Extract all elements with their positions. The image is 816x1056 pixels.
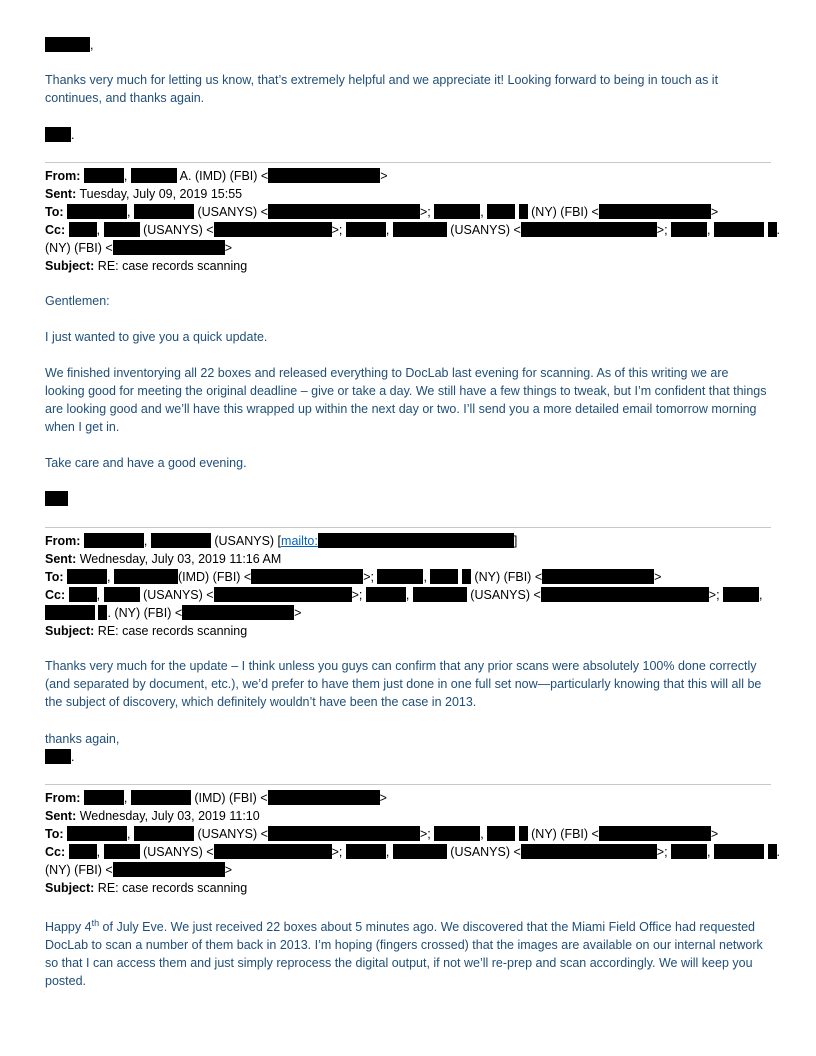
redaction-block	[151, 533, 211, 548]
punctuation: ,	[143, 534, 148, 548]
header-cc-cont	[45, 239, 232, 257]
punctuation: ,	[107, 570, 111, 584]
redaction-block	[84, 168, 124, 183]
body-paragraph: I just wanted to give you a quick update.	[45, 330, 268, 344]
from-label: From:	[45, 791, 81, 805]
redaction-block	[251, 569, 363, 584]
cc-text: (USANYS) <	[446, 223, 521, 237]
punctuation: >	[710, 205, 719, 219]
header-divider	[45, 784, 771, 785]
punctuation: >	[224, 241, 233, 255]
cc-label: Cc:	[45, 588, 66, 602]
redaction-block	[723, 587, 759, 602]
cc-text: (USANYS) <	[446, 845, 521, 859]
punctuation: ,	[707, 223, 711, 237]
redaction-block	[393, 844, 447, 859]
signature-line	[45, 490, 68, 508]
redaction-block	[69, 222, 97, 237]
from-text: (USANYS) [	[210, 534, 282, 548]
redaction-block	[346, 844, 386, 859]
redaction-block	[346, 222, 386, 237]
to-text: (NY) (FBI) <	[470, 570, 543, 584]
header-subject	[45, 879, 247, 897]
redaction-block	[413, 587, 467, 602]
header-subject	[45, 622, 247, 640]
redaction-block	[434, 204, 480, 219]
subject-label: Subject:	[45, 259, 95, 273]
punctuation: >	[379, 791, 387, 805]
subject-value: RE: case records scanning	[94, 624, 248, 638]
cc-text: (USANYS) <	[466, 588, 541, 602]
to-text: (USANYS) <	[193, 205, 268, 219]
punctuation: ,	[123, 791, 128, 805]
header-divider	[45, 527, 771, 528]
punctuation: ,	[127, 827, 131, 841]
body-text: Happy 4	[45, 920, 92, 934]
greeting: Gentlemen:	[45, 294, 110, 308]
punctuation: >	[380, 169, 388, 183]
redaction-block	[45, 37, 90, 52]
to-text: (NY) (FBI) <	[527, 205, 599, 219]
to-label: To:	[45, 205, 64, 219]
header-to	[45, 568, 661, 586]
punctuation: >;	[419, 205, 435, 219]
redaction-block	[182, 605, 294, 620]
redaction-block	[113, 240, 225, 255]
signature-line	[45, 126, 74, 144]
punctuation: ,	[480, 827, 484, 841]
from-text: (IMD) (FBI) <	[190, 791, 268, 805]
punctuation: >;	[363, 570, 378, 584]
punctuation: >;	[656, 845, 672, 859]
redaction-block	[134, 204, 194, 219]
punctuation: .	[776, 223, 780, 237]
superscript: th	[91, 917, 100, 928]
redaction-block	[131, 790, 191, 805]
punctuation: ,	[96, 223, 101, 237]
redaction-block	[714, 222, 764, 237]
redaction-block	[268, 790, 380, 805]
redaction-block	[134, 826, 194, 841]
cc-text: (USANYS) <	[139, 223, 214, 237]
header-sent	[45, 550, 281, 568]
redaction-block	[113, 862, 225, 877]
redaction-block	[671, 222, 707, 237]
redaction-block	[487, 826, 515, 841]
redaction-block	[318, 533, 514, 548]
mailto-link[interactable]: mailto:	[281, 534, 318, 548]
punctuation: >;	[331, 223, 346, 237]
punctuation: >;	[708, 588, 724, 602]
punctuation: >;	[656, 223, 672, 237]
subject-value: RE: case records scanning	[94, 259, 248, 273]
punctuation: ,	[127, 205, 131, 219]
punctuation: >	[224, 863, 233, 877]
header-cc-cont	[45, 604, 301, 622]
redaction-block	[521, 222, 657, 237]
cc-text: (USANYS) <	[139, 588, 214, 602]
punctuation: >;	[331, 845, 346, 859]
from-text: A. (IMD) (FBI) <	[176, 169, 269, 183]
redaction-block	[487, 204, 515, 219]
to-label: To:	[45, 827, 64, 841]
sent-label: Sent:	[45, 552, 77, 566]
punctuation: ,	[759, 588, 763, 602]
cc-text: (USANYS) <	[139, 845, 214, 859]
redaction-block	[462, 569, 471, 584]
header-cc	[45, 586, 763, 604]
punctuation: ,	[405, 588, 410, 602]
reply-body: Thanks very much for letting us know, that’s extremely helpful and we appreciate it! Looking forward to being in touch as it continues, and thanks again.	[45, 73, 719, 105]
punctuation: .	[71, 128, 75, 142]
header-subject	[45, 257, 247, 275]
redaction-block	[45, 127, 71, 142]
cc-text: . (NY) (FBI) <	[107, 606, 183, 620]
redaction-block	[67, 569, 107, 584]
body-text: of July Eve. We just received 22 boxes about 5 minutes ago. We discovered that the Miami Field Office had requested DocLab to scan a number of them back in 2013. I’m hoping (fingers crossed) that the images are available on our internal network so that I can access them and just simply reprocess the digital output, if not we’ll re-prep and scan accordingly. We will keep you posted.	[45, 920, 763, 988]
signoff: thanks again,	[45, 732, 120, 746]
redaction-block	[104, 222, 140, 237]
punctuation: ,	[123, 169, 128, 183]
punctuation: >	[710, 827, 719, 841]
redaction-block	[519, 204, 528, 219]
header-to	[45, 825, 718, 843]
to-text: (NY) (FBI) <	[527, 827, 599, 841]
redaction-block	[131, 168, 177, 183]
redaction-block	[214, 844, 332, 859]
redaction-block	[214, 587, 352, 602]
subject-label: Subject:	[45, 624, 95, 638]
header-to	[45, 203, 718, 221]
punctuation: ,	[480, 205, 484, 219]
punctuation: ,	[96, 845, 101, 859]
cc-text: (NY) (FBI) <	[45, 863, 113, 877]
redaction-block	[521, 844, 657, 859]
redaction-block	[366, 587, 406, 602]
redaction-block	[434, 826, 480, 841]
to-label: To:	[45, 570, 64, 584]
punctuation: ,	[385, 845, 390, 859]
punctuation: >;	[419, 827, 435, 841]
punctuation: ,	[96, 588, 101, 602]
redaction-block	[114, 569, 178, 584]
header-cc	[45, 843, 780, 861]
punctuation: .	[776, 845, 780, 859]
header-sent	[45, 807, 260, 825]
redaction-block	[268, 168, 380, 183]
punctuation: >	[654, 570, 662, 584]
body-paragraph: We finished inventorying all 22 boxes and released everything to DocLab last evening for scanning. As of this writing we are looking good for meeting the original deadline – give or take a day. We still have a few things to tweak, but I’m confident that things are looking good and we’ll have this wrapped up within the next day or two. I’ll send you a more detailed email tomorrow morning when I get in.	[45, 366, 767, 434]
sent-value: Tuesday, July 09, 2019 15:55	[76, 187, 243, 201]
redaction-block	[214, 222, 332, 237]
cc-text: (NY) (FBI) <	[45, 241, 113, 255]
redaction-block	[393, 222, 447, 237]
redaction-block	[104, 844, 140, 859]
redaction-block	[541, 587, 709, 602]
punctuation: .	[71, 750, 75, 764]
redaction-block	[519, 826, 528, 841]
redaction-block	[599, 826, 711, 841]
header-cc-cont	[45, 861, 232, 879]
punctuation: ,	[385, 223, 390, 237]
punctuation: ,	[423, 570, 427, 584]
punctuation: >	[294, 606, 302, 620]
redaction-block	[45, 605, 95, 620]
punctuation: ,	[90, 38, 94, 52]
sent-value: Wednesday, July 03, 2019 11:16 AM	[76, 552, 282, 566]
redaction-block	[268, 204, 420, 219]
signature-line	[45, 748, 74, 766]
sent-label: Sent:	[45, 187, 77, 201]
redaction-block	[377, 569, 423, 584]
redaction-block	[268, 826, 420, 841]
redaction-block	[84, 790, 124, 805]
punctuation: ,	[707, 845, 711, 859]
header-divider	[45, 162, 771, 163]
header-sent	[45, 185, 242, 203]
redaction-block	[69, 587, 97, 602]
header-from	[45, 532, 517, 550]
redaction-block	[67, 826, 127, 841]
subject-label: Subject:	[45, 881, 95, 895]
header-from	[45, 167, 388, 185]
redaction-block	[768, 222, 777, 237]
redaction-block	[84, 533, 144, 548]
body-paragraph: Take care and have a good evening.	[45, 456, 247, 470]
body-paragraph	[45, 918, 771, 990]
redaction-block	[599, 204, 711, 219]
redaction-block	[67, 204, 127, 219]
cc-label: Cc:	[45, 845, 66, 859]
redaction-block	[104, 587, 140, 602]
from-label: From:	[45, 169, 81, 183]
punctuation: >;	[351, 588, 366, 602]
from-label: From:	[45, 534, 81, 548]
to-text: (IMD) (FBI) <	[177, 570, 252, 584]
redaction-block	[671, 844, 707, 859]
to-text: (USANYS) <	[193, 827, 268, 841]
redaction-block	[69, 844, 97, 859]
subject-value: RE: case records scanning	[94, 881, 248, 895]
redaction-block	[714, 844, 764, 859]
punctuation: ]	[513, 534, 518, 548]
header-cc	[45, 221, 780, 239]
cc-label: Cc:	[45, 223, 66, 237]
sent-label: Sent:	[45, 809, 77, 823]
sent-value: Wednesday, July 03, 2019 11:10	[76, 809, 260, 823]
redaction-block	[542, 569, 654, 584]
body-paragraph: Thanks very much for the update – I think unless you guys can confirm that any prior scans were absolutely 100% done correctly (and separated by document, etc.), we’d prefer to have them just done in one full set now—particularly knowing that this will all be the subject of discovery, which definitely wouldn’t have been the case in 2013.	[45, 659, 762, 709]
redaction-block	[768, 844, 777, 859]
redaction-block	[45, 491, 68, 506]
header-from	[45, 789, 387, 807]
redaction-block	[430, 569, 458, 584]
salutation-line	[45, 36, 93, 54]
redaction-block	[45, 749, 71, 764]
